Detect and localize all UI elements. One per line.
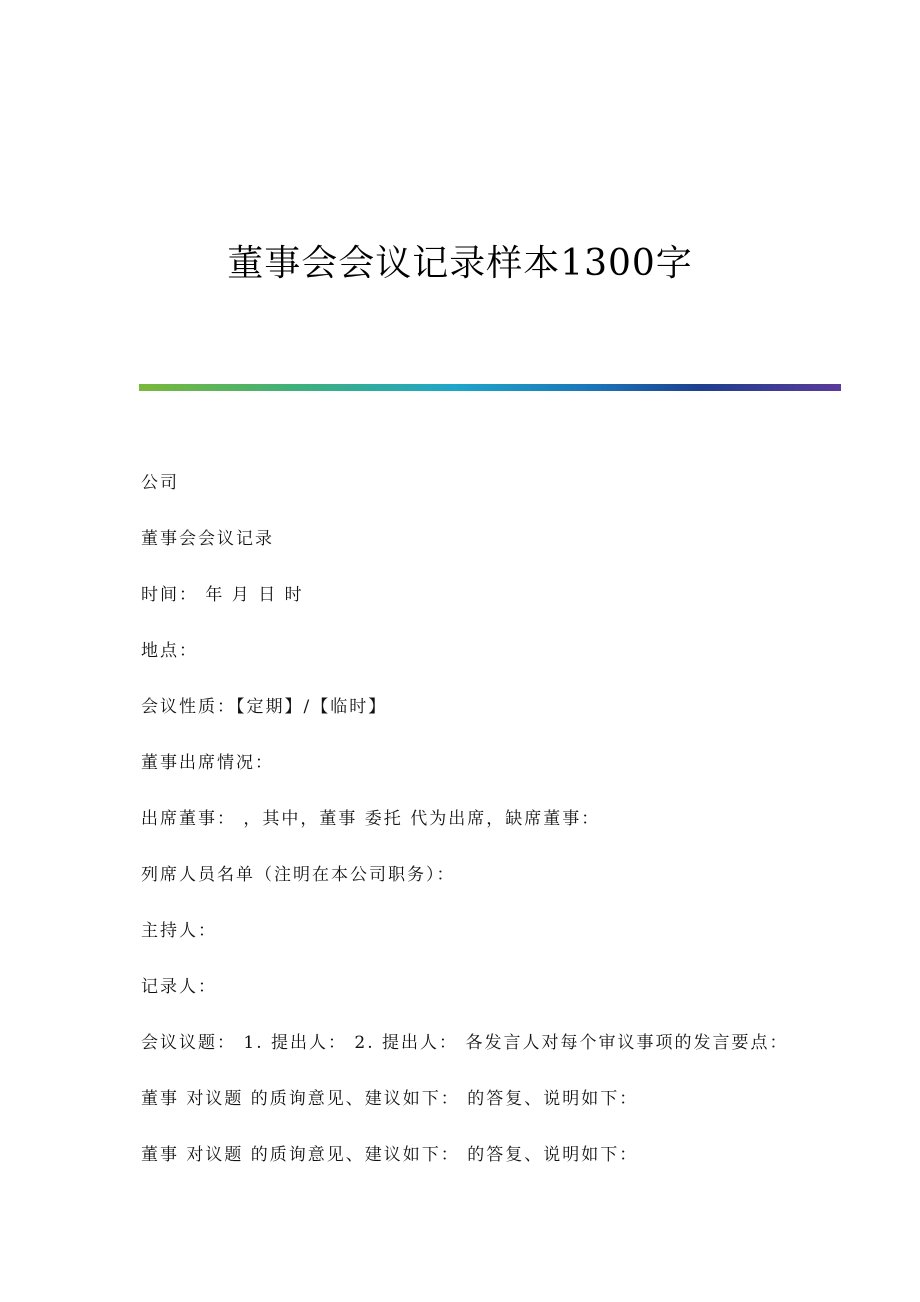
- line-attendance-heading: 董事出席情况：: [141, 753, 274, 773]
- line-company: 公司: [141, 473, 179, 493]
- document-title: 董事会会议记录样本1300字: [227, 243, 693, 285]
- line-observers: 列席人员名单（注明在本公司职务）：: [141, 865, 456, 885]
- line-attending-directors: 出席董事： ，其中，董事 委托 代为出席，缺席董事：: [141, 809, 601, 829]
- gradient-divider: [139, 384, 841, 391]
- line-record-title: 董事会会议记录: [141, 529, 274, 549]
- line-agenda: 会议议题： 1. 提出人： 2. 提出人： 各发言人对每个审议事项的发言要点：: [141, 1033, 789, 1053]
- line-location: 地点：: [141, 641, 198, 661]
- line-director-comment-2: 董事 对议题 的质询意见、建议如下： 的答复、说明如下：: [141, 1145, 639, 1165]
- document-body: [141, 470, 861, 1198]
- line-meeting-type: 会议性质：【定期】/【临时】: [141, 697, 388, 717]
- line-chair: 主持人：: [141, 921, 217, 941]
- line-director-comment-1: 董事 对议题 的质询意见、建议如下： 的答复、说明如下：: [141, 1089, 639, 1109]
- line-recorder: 记录人：: [141, 977, 217, 997]
- line-time: 时间： 年 月 日 时: [141, 585, 304, 605]
